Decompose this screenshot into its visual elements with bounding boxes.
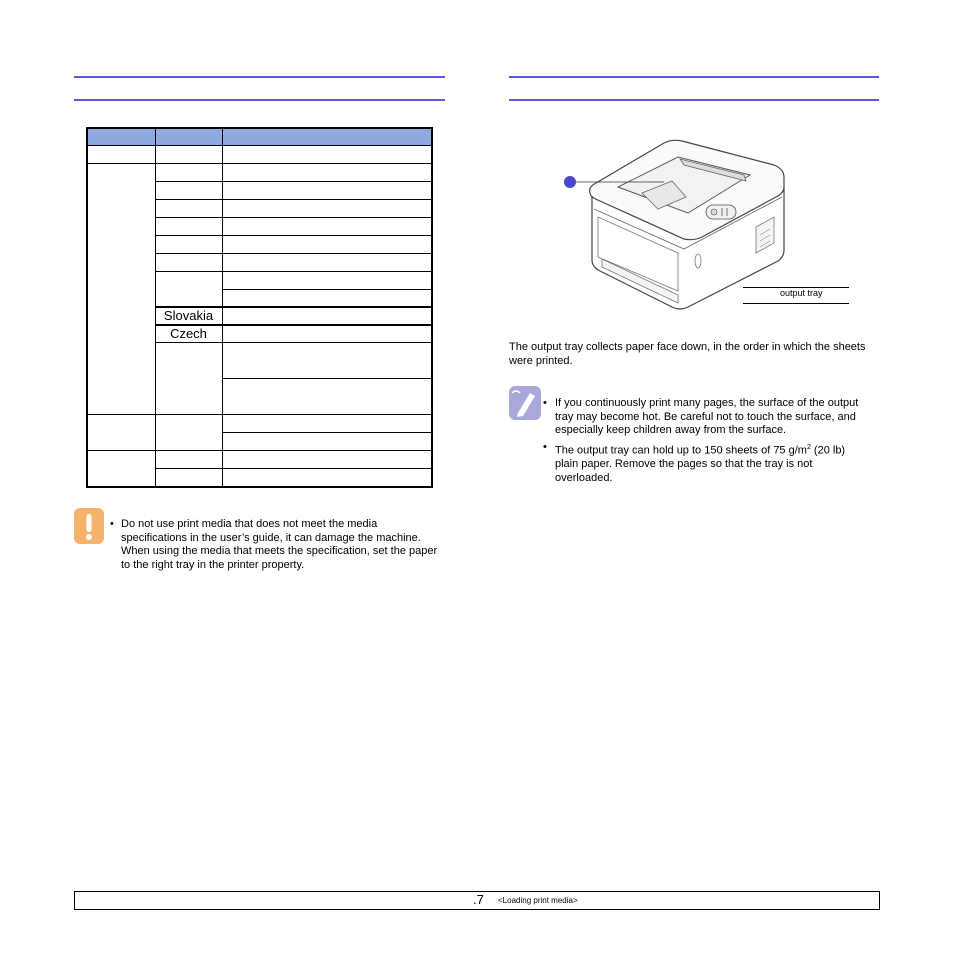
callout-rule-bottom xyxy=(743,303,849,304)
caution-icon xyxy=(73,507,105,545)
page-footer xyxy=(74,891,880,910)
caution-line: Do not use print media that does not meet the media xyxy=(121,518,378,530)
table-cell xyxy=(155,200,222,218)
table-cell xyxy=(222,236,432,254)
note-text: The output tray can hold up to 150 sheets of 75 g/m xyxy=(555,444,807,457)
table-cell xyxy=(155,469,222,487)
table-cell xyxy=(222,343,432,379)
table-cell xyxy=(87,451,155,487)
table-cell-country: Czech xyxy=(155,325,222,343)
superscript: 2 xyxy=(806,444,811,451)
table-cell xyxy=(222,379,432,415)
table-cell xyxy=(222,415,432,433)
table-cell xyxy=(155,343,222,415)
note-bullet: • xyxy=(543,441,547,453)
table-header-row xyxy=(87,128,432,146)
table-cell xyxy=(222,433,432,451)
table-cell xyxy=(155,164,222,182)
right-heading-rule-bottom xyxy=(509,99,879,101)
table-cell xyxy=(87,146,155,164)
page-number: .7 xyxy=(473,892,484,907)
note-icon xyxy=(508,385,542,421)
note-line: If you continuously print many pages, the surface of the output xyxy=(555,397,859,409)
caution-text xyxy=(121,518,451,572)
left-heading-rule-top xyxy=(74,76,445,78)
callout-label: output tray xyxy=(780,288,823,298)
chapter-title: <Loading print media> xyxy=(498,896,578,905)
table-cell xyxy=(155,272,222,307)
table-cell xyxy=(222,218,432,236)
table-cell xyxy=(87,415,155,451)
note-bullet: • xyxy=(543,397,547,409)
note-line: overloaded. xyxy=(555,471,613,484)
table-cell xyxy=(222,272,432,290)
table-cell xyxy=(87,164,155,415)
table-cell xyxy=(222,469,432,487)
table-row xyxy=(87,451,432,469)
table-cell xyxy=(222,290,432,307)
table-cell xyxy=(155,415,222,451)
note-item-2 xyxy=(555,441,885,485)
table-cell xyxy=(155,451,222,469)
note-item-1 xyxy=(555,397,885,438)
table-header-cell xyxy=(155,128,222,146)
table-cell xyxy=(222,254,432,272)
caution-line: When using the media that meets the specification, set the paper xyxy=(121,545,438,557)
body-line: The output tray collects paper face down, in the order in which the sheets xyxy=(509,341,866,353)
table-row xyxy=(87,415,432,433)
output-tray-description xyxy=(509,341,884,368)
note-text: (20 lb) xyxy=(810,444,846,457)
table-cell xyxy=(155,182,222,200)
table-cell xyxy=(155,254,222,272)
left-heading-rule-bottom xyxy=(74,99,445,101)
note-line: tray may become hot. Be careful not to touch the surface, and xyxy=(555,410,856,423)
table-cell xyxy=(222,325,432,343)
right-heading-rule-top xyxy=(509,76,879,78)
table-cell xyxy=(222,146,432,164)
body-line: were printed. xyxy=(509,354,573,367)
note-line: plain paper. Remove the pages so that the tray is not xyxy=(555,458,813,471)
caution-bullet: • xyxy=(110,518,114,530)
table-cell xyxy=(155,236,222,254)
table-cell xyxy=(222,451,432,469)
note-line xyxy=(555,441,885,458)
table-header-cell xyxy=(222,128,432,146)
table-header-cell xyxy=(87,128,155,146)
table-cell xyxy=(155,146,222,164)
caution-line: specifications in the user’s guide, it can damage the machine. xyxy=(121,531,421,544)
media-table xyxy=(86,127,433,488)
table-cell xyxy=(222,182,432,200)
table-row xyxy=(87,164,432,182)
note-line: especially keep children away from the surface. xyxy=(555,424,787,436)
table-cell xyxy=(155,218,222,236)
table-cell xyxy=(222,164,432,182)
table-cell xyxy=(222,307,432,325)
table-cell-country: Slovakia xyxy=(155,307,222,325)
caution-line: to the right tray in the printer property. xyxy=(121,558,305,571)
table-cell xyxy=(222,200,432,218)
table-row xyxy=(87,146,432,164)
